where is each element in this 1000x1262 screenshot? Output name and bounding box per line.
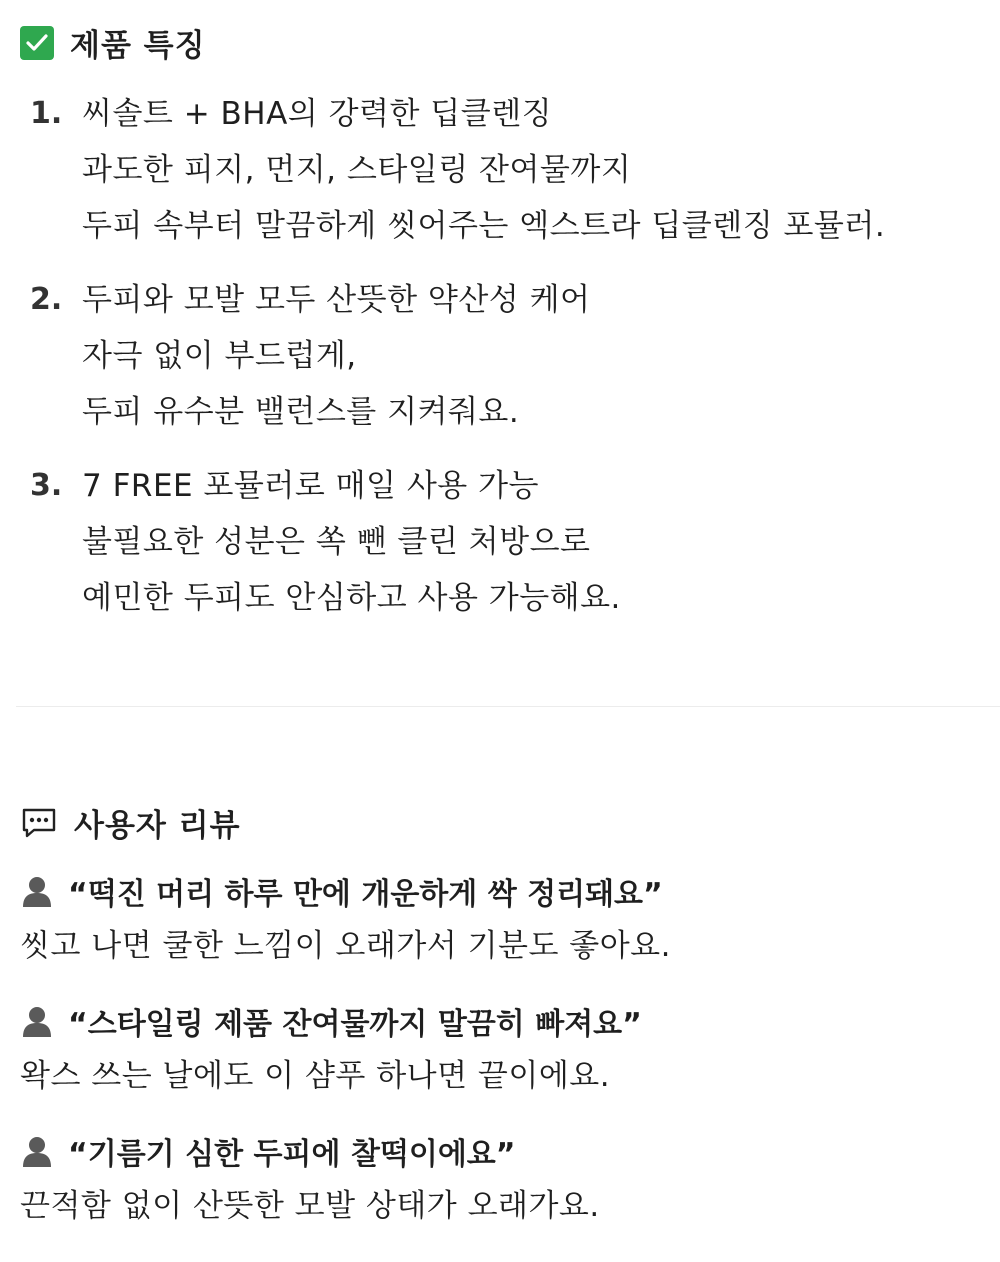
person-icon — [20, 1134, 54, 1168]
reviews-section-title — [20, 800, 241, 845]
feature-headline: 두피와 모발 모두 산뜻한 약산성 케어 — [82, 282, 591, 318]
section-divider — [16, 706, 1000, 707]
feature-item-1 — [30, 86, 970, 254]
review-item-1 — [20, 864, 980, 974]
feature-description: 예민한 두피도 안심하고 사용 가능해요. — [82, 580, 621, 616]
feature-description: 두피 속부터 말끔하게 씻어주는 엑스트라 딥클렌징 포뮬러. — [82, 208, 886, 244]
feature-item-3 — [30, 458, 970, 626]
reviews-title: 사용자 리뷰 — [74, 808, 241, 844]
feature-item-2 — [30, 272, 970, 440]
feature-headline: 7 FREE 포뮬러로 매일 사용 가능 — [82, 468, 539, 504]
feature-number: 3. — [30, 468, 63, 503]
review-item-2 — [20, 994, 980, 1104]
review-headline: “스타일링 제품 잔여물까지 말끔히 빠져요” — [68, 1007, 642, 1042]
reviews-list — [20, 864, 980, 1254]
features-title: 제품 특징 — [70, 28, 206, 64]
review-headline: “기름기 심한 두피에 찰떡이에요” — [68, 1137, 516, 1172]
feature-description: 두피 유수분 밸런스를 지켜줘요. — [82, 394, 520, 430]
review-body: 왁스 쓰는 날에도 이 샴푸 하나면 끝이에요. — [20, 1058, 611, 1094]
features-list — [30, 86, 970, 644]
person-icon — [20, 1004, 54, 1038]
speech-bubble-icon — [20, 806, 58, 840]
feature-description: 자극 없이 부드럽게, — [82, 338, 357, 374]
review-body: 끈적함 없이 산뜻한 모발 상태가 오래가요. — [20, 1188, 600, 1224]
feature-description: 불필요한 성분은 쏙 뺀 클린 처방으로 — [82, 524, 591, 560]
feature-number: 1. — [30, 96, 63, 131]
feature-headline: 씨솔트 + BHA의 강력한 딥클렌징 — [82, 96, 553, 132]
feature-description: 과도한 피지, 먼지, 스타일링 잔여물까지 — [82, 152, 632, 188]
review-body: 씻고 나면 쿨한 느낌이 오래가서 기분도 좋아요. — [20, 928, 671, 964]
features-section-title — [20, 20, 206, 65]
review-item-3 — [20, 1124, 980, 1234]
check-mark-icon — [20, 26, 54, 60]
feature-number: 2. — [30, 282, 63, 317]
review-headline: “떡진 머리 하루 만에 개운하게 싹 정리돼요” — [68, 877, 663, 912]
person-icon — [20, 874, 54, 908]
